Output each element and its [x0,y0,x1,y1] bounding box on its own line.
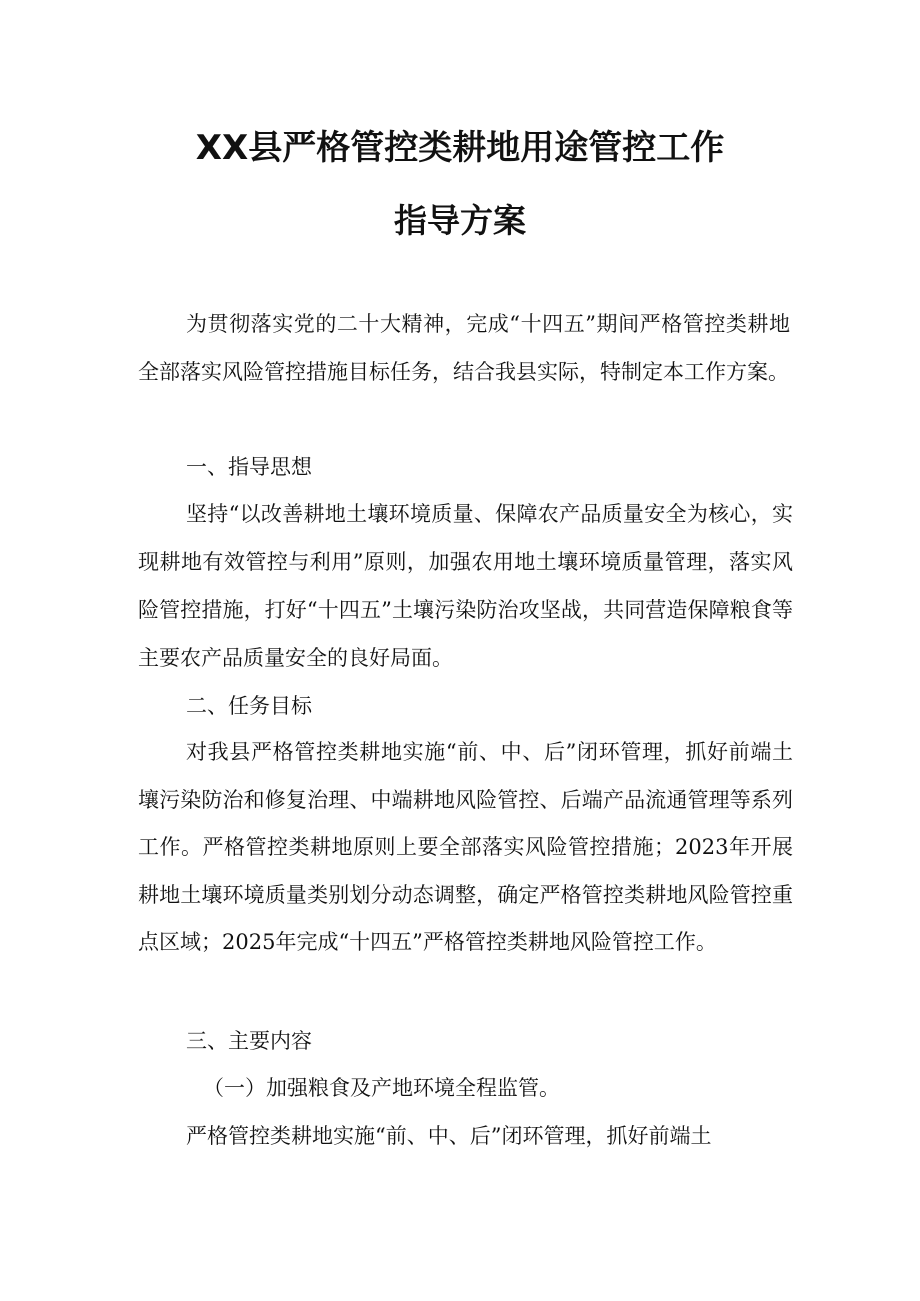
guiding-ideology-text: 坚持“以改善耕地土壤环境质量、保障农产品质量安全为核心，实现耕地有效管控与利用”原则，加强农用地土壤环境质量管理，落实风险管控措施，打好“十四五”土壤污染防治攻坚战，共同营造保障粮食等主要农产品质量安全的良好局面。 [138,502,793,670]
section-heading-main-content: 三、主要内容 [186,1029,312,1053]
subsection-heading-supervision: （一）加强粮食及产地环境全程监管。 [203,1076,560,1100]
supervision-text: 严格管控类耕地实施“前、中、后”闭环管理，抓好前端土 [186,1124,712,1148]
supervision-paragraph [138,1112,793,1160]
guiding-ideology-paragraph [138,490,793,682]
document-title-line2: 指导方案 [394,201,526,240]
task-goals-text: 对我县严格管控类耕地实施“前、中、后”闭环管理，抓好前端土壤污染防治和修复治理、中端耕地风险管控、后端产品流通管理等系列工作。严格管控类耕地原则上要全部落实风险管控措施；2023年开展耕地土壤环境质量类别划分动态调整，确定严格管控类耕地风险管控重点区域；2025年完成“十四五”严格管控类耕地风险管控工作。 [138,740,793,955]
intro-text: 为贯彻落实党的二十大精神，完成“十四五”期间严格管控类耕地全部落实风险管控措施目标任务，结合我县实际，特制定本工作方案。 [138,312,790,384]
document-title-line1: XX县严格管控类耕地用途管控工作 [195,128,725,168]
section-heading-task-goals: 二、任务目标 [186,694,312,718]
section-heading-guiding-ideology: 一、指导思想 [186,455,312,479]
task-goals-paragraph [138,729,793,967]
intro-paragraph [138,300,790,396]
